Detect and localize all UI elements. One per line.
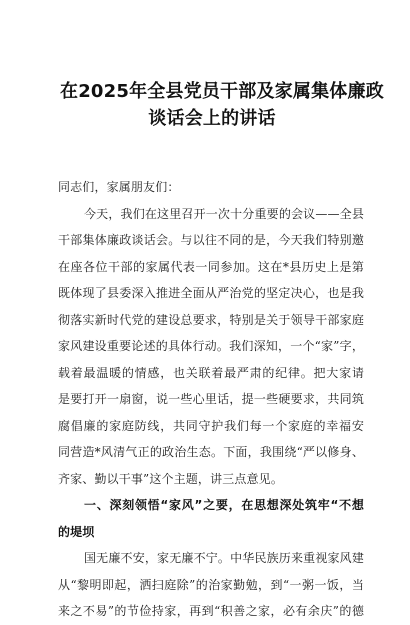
line-text: 载着最温暖的情感，也关联着最严肃的纪律。把大家请 xyxy=(58,365,364,380)
line-text: 在座各位干部的家属代表一同参加。这在*县历史上是第 xyxy=(58,259,364,274)
line-text: 的堤坝 xyxy=(58,524,95,539)
paragraph-line xyxy=(58,386,364,413)
line-text: 从“黎明即起，洒扫庭除”的治家勤勉，到“一粥一饭，当 xyxy=(58,577,364,592)
paragraph-line xyxy=(58,201,364,228)
paragraph-line xyxy=(58,545,364,572)
line-text: 国无廉不安，家无廉不宁。中华民族历来重视家风建 xyxy=(84,551,364,565)
line-text: 是要打开一扇窗，说一些心里话，提一些硬要求，共同筑 xyxy=(58,392,364,406)
paragraph-line xyxy=(58,466,364,493)
line-text: 既体现了县委深入推进全面从严治党的坚定决心，也是我 xyxy=(58,286,364,300)
line-text: 彻落实新时代党的建设总要求，特别是关于领导干部家庭 xyxy=(58,312,364,327)
paragraph-line xyxy=(58,413,364,440)
line-text: 同营造*风清气正的政治生态。下面，我围绕“严以修身、 xyxy=(58,445,364,459)
line-text: 腐倡廉的家庭防线，共同守护我们每一个家庭的幸福安 xyxy=(58,418,364,433)
line-text: 家风建设重要论述的具体行动。我们深知，一个“家”字， xyxy=(58,339,364,353)
paragraph-line xyxy=(58,280,364,307)
paragraph-line xyxy=(58,360,364,387)
document-body xyxy=(58,174,364,625)
paragraph-line xyxy=(58,254,364,281)
line-text: 一、深刻领悟“家风”之要，在思想深处筑牢“不想 xyxy=(84,498,364,512)
paragraph-line xyxy=(58,572,364,599)
paragraph-line xyxy=(58,174,364,201)
document-title-line-1: 在2025年全县党员干部及家属集体廉政 xyxy=(60,81,384,102)
line-text: 同志们，家属朋友们： xyxy=(58,180,180,194)
line-text: 齐家、勤以干事”这个主题，讲三点意见。 xyxy=(58,471,283,486)
paragraph-line xyxy=(58,439,364,466)
document-title-line-2: 谈话会上的讲话 xyxy=(148,108,276,129)
paragraph-line xyxy=(58,307,364,334)
paragraph-line xyxy=(58,598,364,625)
line-text: 干部集体廉政谈话会。与以往不同的是，今天我们特别邀 xyxy=(58,233,364,247)
section-heading-line xyxy=(58,519,364,546)
line-text: 来之不易”的节俭持家，再到“积善之家，必有余庆”的德 xyxy=(58,604,364,618)
document-title xyxy=(60,78,384,132)
line-text: 今天，我们在这里召开一次十分重要的会议——全县 xyxy=(84,206,364,221)
section-heading-line xyxy=(58,492,364,519)
paragraph-line xyxy=(58,227,364,254)
paragraph-line xyxy=(58,333,364,360)
